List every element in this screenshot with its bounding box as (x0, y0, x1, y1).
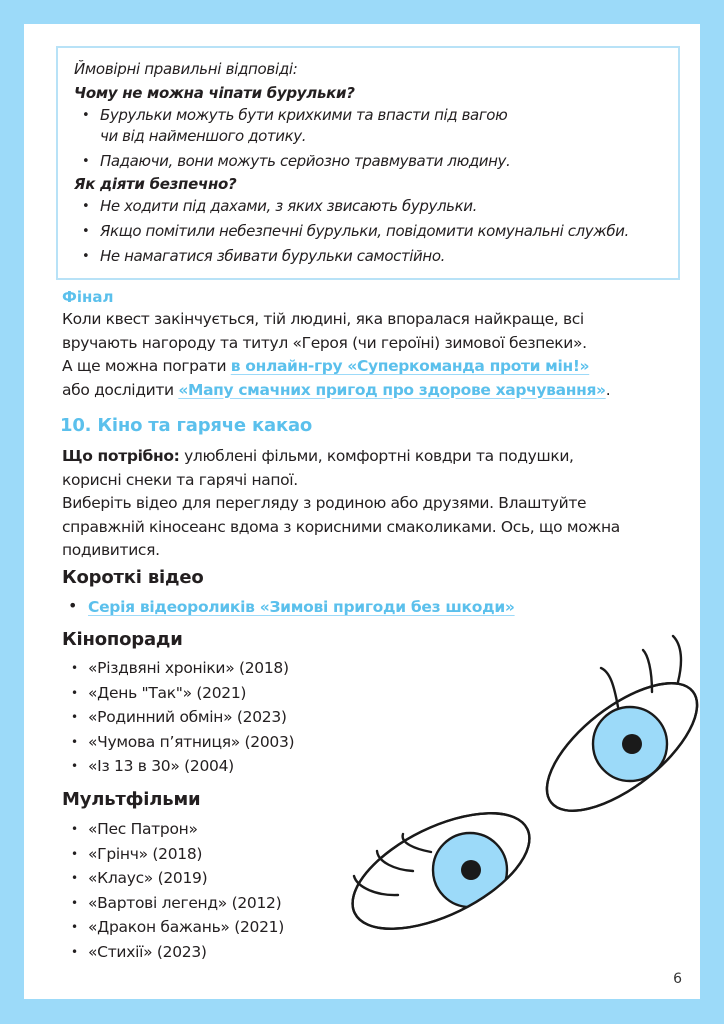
list-item: • «Дракон бажань» (2021) (88, 915, 284, 940)
question-2: Як діяти безпечно? (74, 175, 237, 193)
list-item: • «Пес Патрон» (88, 817, 284, 842)
food-map-link[interactable]: «Мапу смачних пригод про здорове харчування» (178, 380, 606, 399)
short-videos-heading: Короткі відео (62, 567, 204, 588)
list-item: • «Стихії» (2023) (88, 940, 284, 965)
online-game-link[interactable]: в онлайн-гру «Суперкоманда проти мін!» (230, 357, 590, 375)
question-1: Чому не можна чіпати бурульки? (74, 84, 355, 102)
intro-paragraph: Виберіть відео для перегляду з родиною або друзями. Влаштуйте справжній кіносеанс вдома з корисними смаколиками. Ось, що можна подивитися. (62, 494, 620, 559)
answer-item: • Падаючи, вони можуть серйозно травмувати людину. (100, 151, 662, 172)
cartoons-heading: Мультфільми (62, 789, 201, 810)
list-item: • «Клаус» (2019) (88, 866, 284, 891)
list-item: • «Чумова п’ятниця» (2003) (88, 730, 294, 755)
section-title: 10. Кіно та гаряче какао (60, 415, 313, 436)
final-title: Фінал (62, 288, 114, 306)
page-number: 6 (673, 971, 682, 987)
answer-item: • Бурульки можуть бути крихкими та впасти під вагою чи від найменшого дотику. (100, 105, 662, 147)
list-item: • «Грінч» (2018) (88, 842, 284, 867)
list-item: • «Із 13 в 30» (2004) (88, 754, 294, 779)
needs-label: Що потрібно: (62, 447, 180, 465)
answer-item: • Не намагатися збивати бурульки самостійно. (100, 246, 662, 267)
list-item: • «Вартові легенд» (2012) (88, 891, 284, 916)
answer-item: • Якщо помітили небезпечні бурульки, повідомити комунальні служби. (100, 221, 662, 242)
needs-paragraph: Що потрібно: улюблені фільми, комфортні ковдри та подушки, корисні снеки та гарячі напої. (62, 447, 574, 489)
answers-heading: Ймовірні правильні відповіді: (74, 60, 298, 78)
final-text: Коли квест закінчується, тій людині, яка впоралася найкраще, всі вручають нагороду та титул «Героя (чи героїні) зимової безпеки». А ще можна пограти в онлайн-гру «Суперкоманда проти мін!» або дослідити «Мапу смачних пригод про здорове харчування». (62, 310, 611, 399)
list-item: • «Різдвяні хроніки» (2018) (88, 656, 294, 681)
list-item: • «День "Так"» (2021) (88, 681, 294, 706)
winter-videos-link[interactable]: Серія відеороликів «Зимові пригоди без шкоди» (88, 598, 515, 616)
list-item: • «Родинний обмін» (2023) (88, 705, 294, 730)
answer-item: • Не ходити під дахами, з яких звисають бурульки. (100, 196, 662, 217)
movies-heading: Кінопоради (62, 629, 183, 650)
